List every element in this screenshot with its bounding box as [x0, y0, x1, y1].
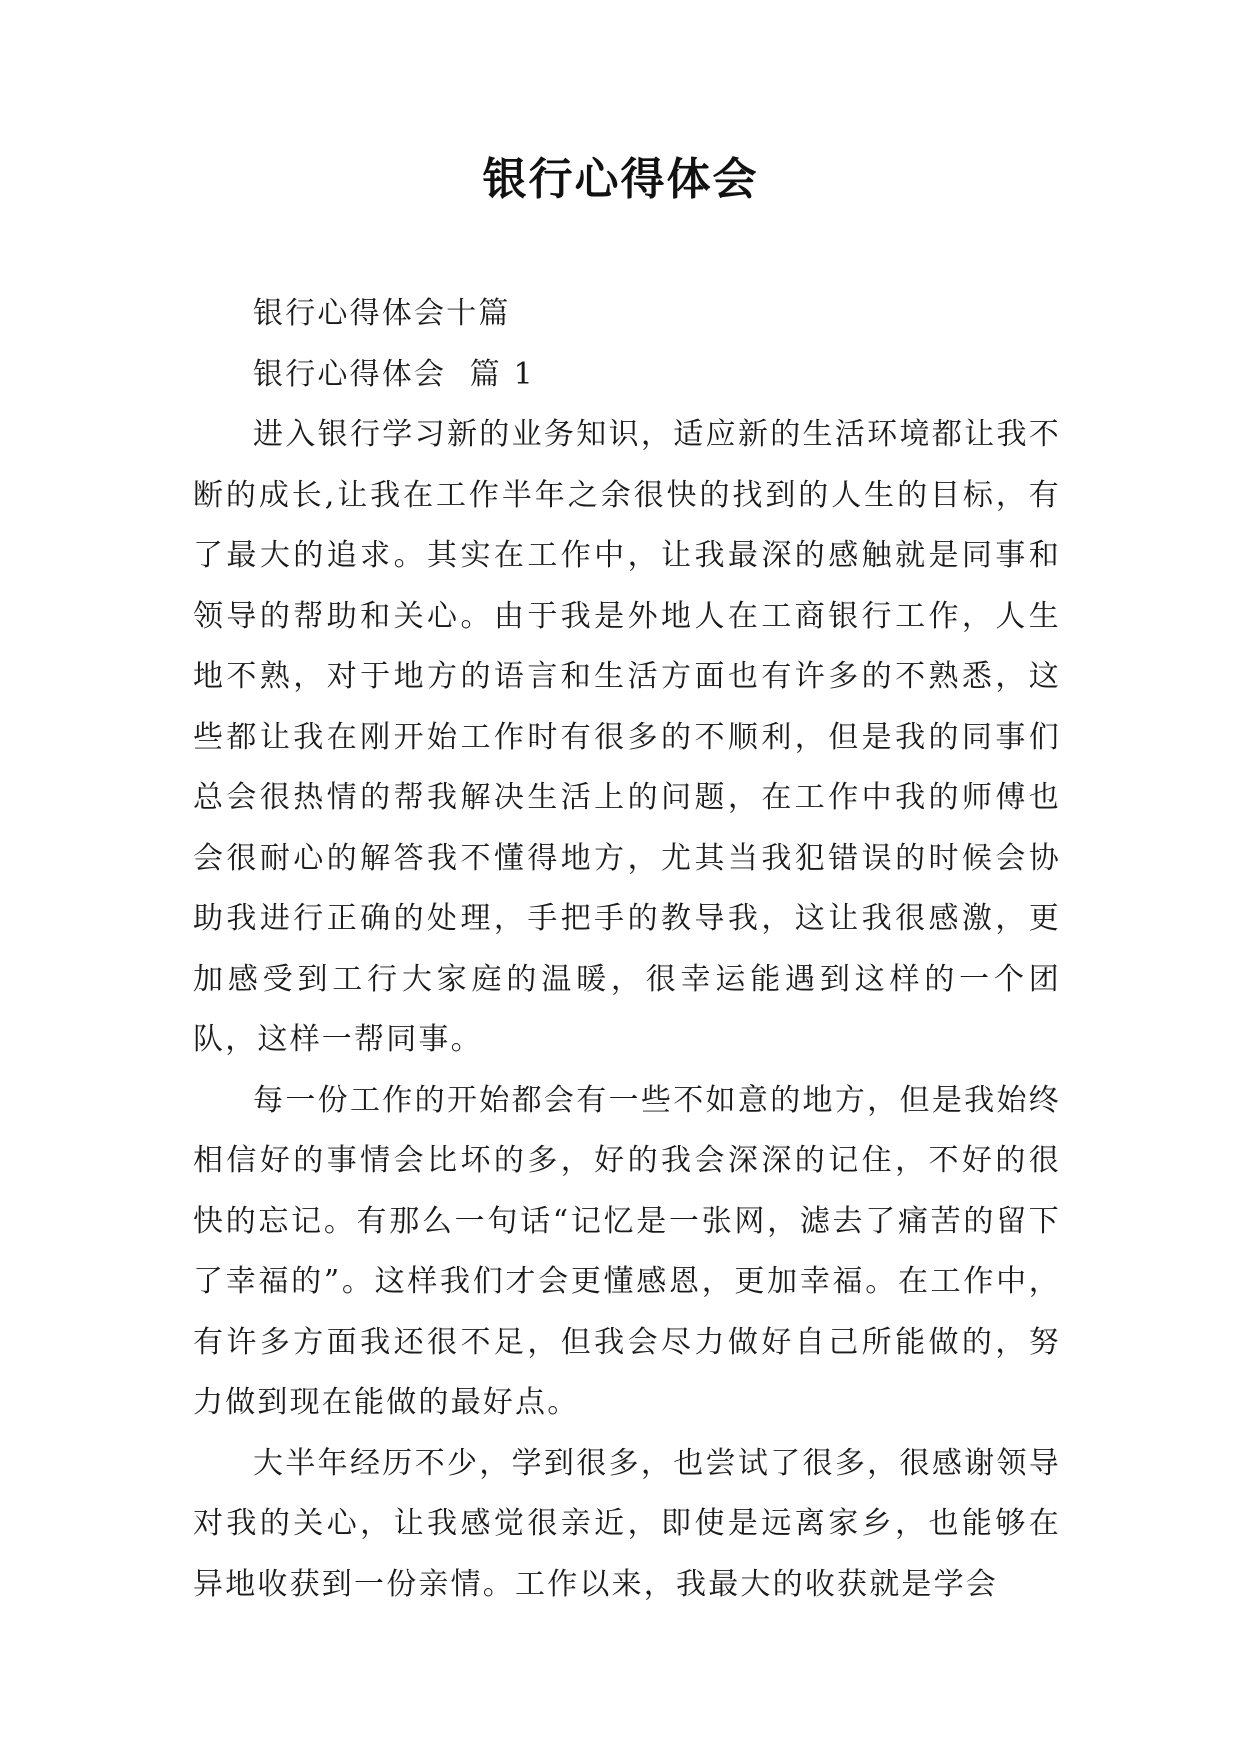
- body-paragraph-2: 每一份工作的开始都会有一些不如意的地方，但是我始终相信好的事情会比坏的多，好的我会深深的记住，不好的很快的忘记。有那么一句话“记忆是一张网，滤去了痛苦的留下了幸福的”。这样我们才会更懂感恩，更加幸福。在工作中，有许多方面我还很不足，但我会尽力做好自己所能做的，努力做到现在能做的最好点。: [193, 1082, 1061, 1420]
- body-paragraph-3: 大半年经历不少，学到很多，也尝试了很多，很感谢领导对我的关心，让我感觉很亲近，即使是远离家乡，也能够在异地收获到一份亲情。工作以来，我最大的收获就是学会: [193, 1445, 1061, 1602]
- document-subtitle: 银行心得体会十篇: [253, 296, 511, 331]
- document-body: [193, 284, 1061, 1615]
- body-paragraph-1: 进入银行学习新的业务知识，适应新的生活环境都让我不断的成长,让我在工作半年之余很快的找到的人生的目标，有了最大的追求。其实在工作中，让我最深的感触就是同事和领导的帮助和关心。由于我是外地人在工商银行工作，人生地不熟，对于地方的语言和生活方面也有许多的不熟悉，这些都让我在刚开始工作时有很多的不顺利，但是我的同事们总会很热情的帮我解决生活上的问题，在工作中我的师傅也会很耐心的解答我不懂得地方，尤其当我犯错误的时候会协助我进行正确的处理，手把手的教导我，这让我很感激，更加感受到工行大家庭的温暖，很幸运能遇到这样的一个团队，这样一帮同事。: [193, 417, 1061, 1057]
- document-title: 银行心得体会: [482, 154, 759, 205]
- section-heading: 银行心得体会 篇 1: [253, 356, 535, 392]
